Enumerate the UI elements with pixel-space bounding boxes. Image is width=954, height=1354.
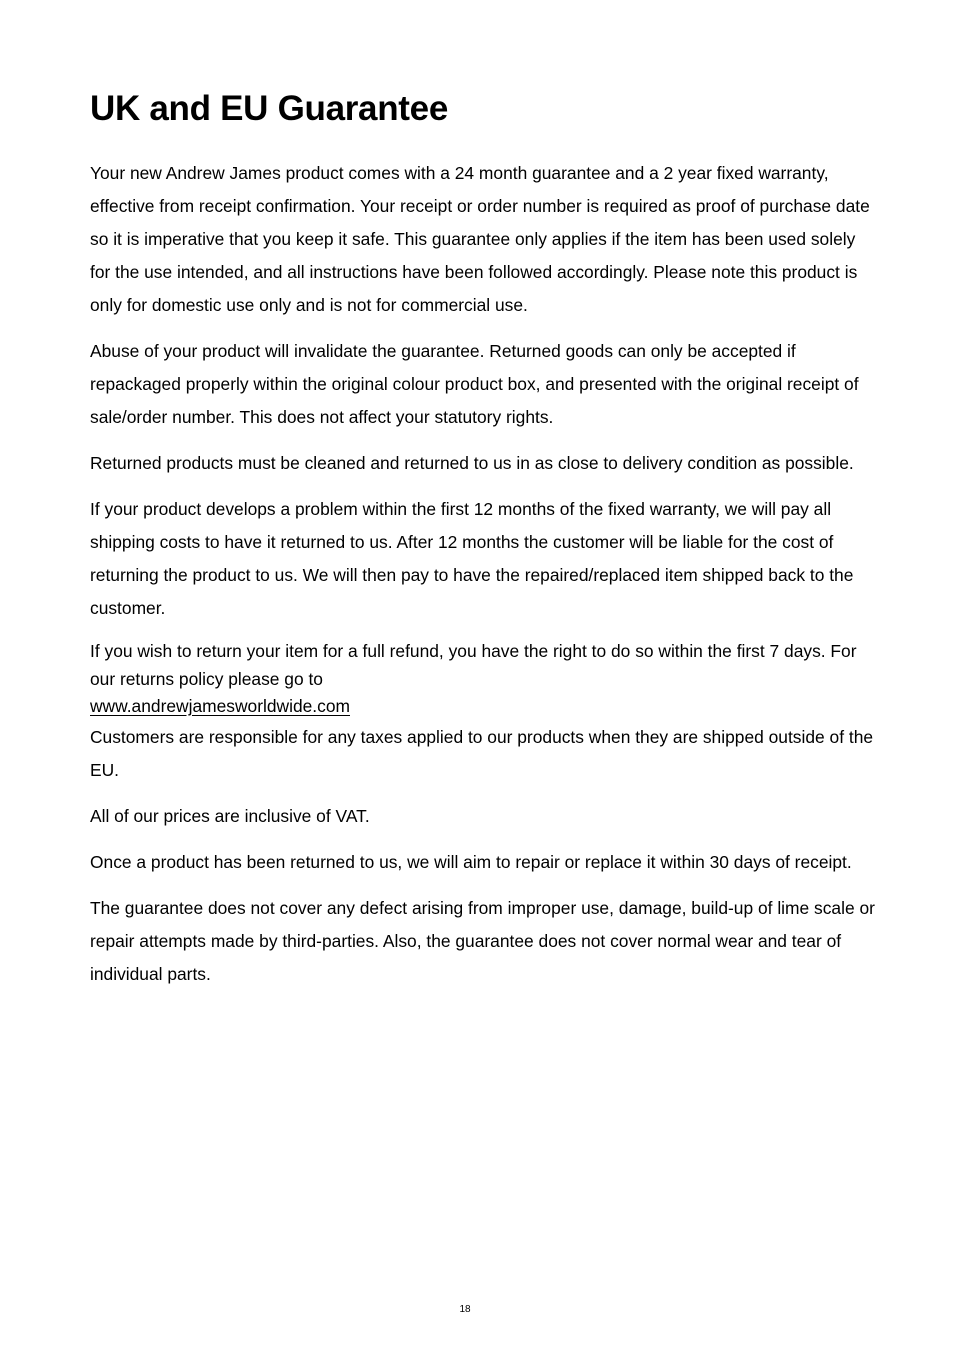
paragraph-abuse: Abuse of your product will invalidate the guarantee. Returned goods can only be accepted if repackaged properly within the original colour product box, and presented with the original receipt of sale/order number. This does not affect your statutory rights. [90, 341, 859, 427]
paragraph-returned-condition: Returned products must be cleaned and returned to us in as close to delivery condition as possible. [90, 453, 854, 473]
paragraph-exclusions: The guarantee does not cover any defect arising from improper use, damage, build-up of lime scale or repair attempts made by third-parties. Also, the guarantee does not cover normal wear and tear of individual parts. [90, 897, 875, 984]
paragraph-shipping-costs: If your product develops a problem within the first 12 months of the fixed warranty, we will pay all shipping costs to have it returned to us. After 12 months the customer will be liable for the cost of returning the product to us. We will then pay to have the repaired/replaced item shipped back to the customer. [90, 499, 854, 618]
refund-text: If you wish to return your item for a full refund, you have the right to do so within the first 7 days. For our returns policy please go to [90, 641, 857, 689]
page-number: 18 [459, 1304, 471, 1315]
paragraph-guarantee-terms: Your new Andrew James product comes with a 24 month guarantee and a 2 year fixed warranty, effective from receipt confirmation. Your receipt or order number is required as proof of purchase date so it is imperative that you keep it safe. This guarantee only applies if the item has been used solely for the use intended, and all instructions have been followed accordingly. Please note this product is only for domestic use only and is not for commercial use. [90, 163, 870, 315]
paragraph-refund [90, 638, 875, 721]
document-page [90, 88, 875, 1004]
returns-policy-link[interactable]: www.andrewjamesworldwide.com [90, 696, 350, 716]
page-title: UK and EU Guarantee [90, 89, 448, 128]
paragraph-vat: All of our prices are inclusive of VAT. [90, 805, 370, 826]
paragraph-repair-timeframe: Once a product has been returned to us, we will aim to repair or replace it within 30 days of receipt. [90, 851, 852, 872]
paragraph-taxes: Customers are responsible for any taxes applied to our products when they are shipped outside of the EU. [90, 726, 874, 780]
